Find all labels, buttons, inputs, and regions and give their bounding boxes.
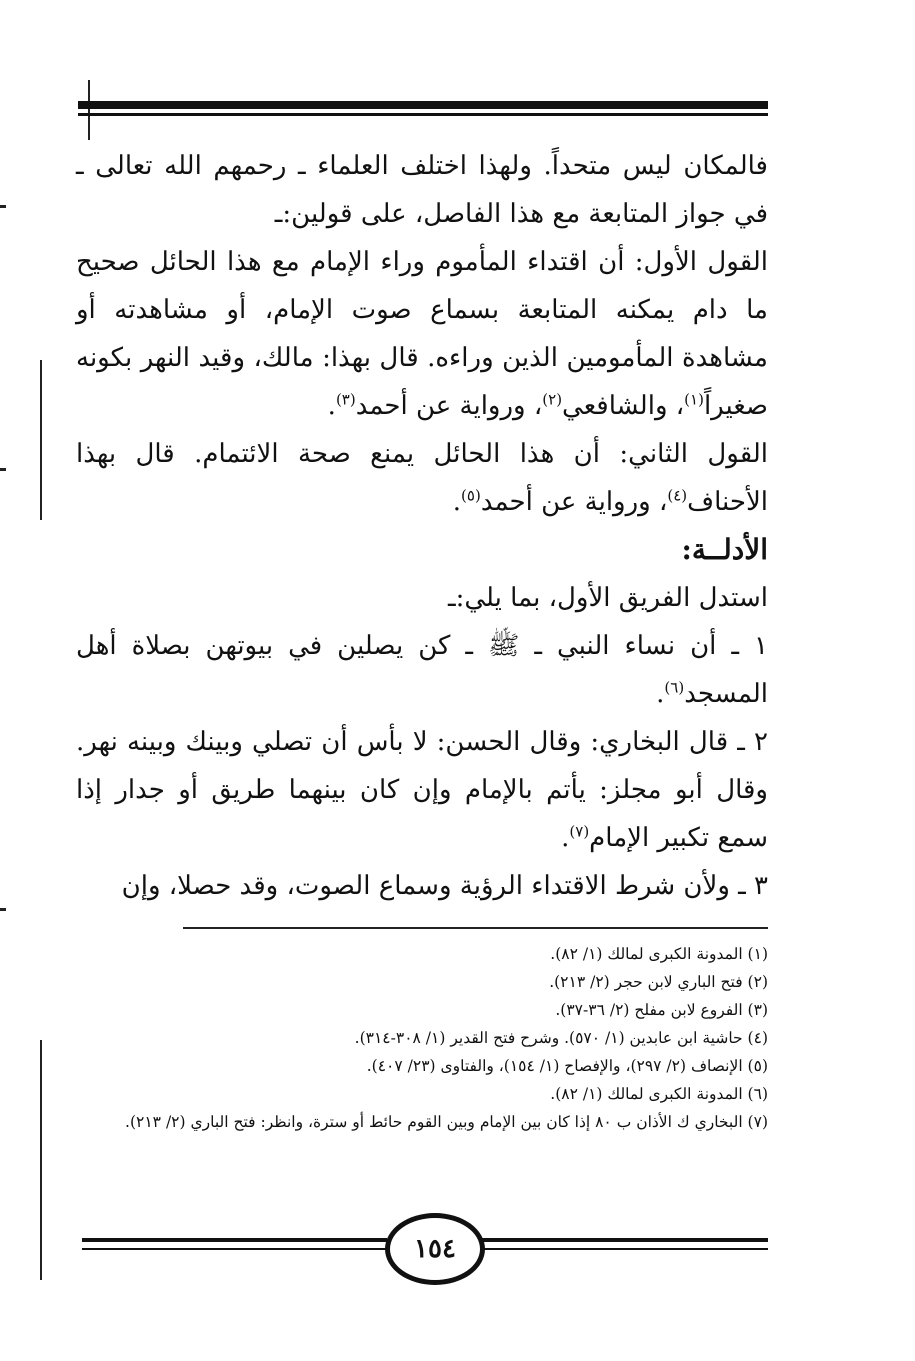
footnote-ref-1[interactable]: (١) (684, 390, 704, 409)
page-number: ١٥٤ (414, 1234, 456, 1264)
header-rule-thin (78, 113, 768, 116)
text-span: . (452, 487, 462, 517)
footer-rule-right (473, 1238, 768, 1242)
paragraph-second-opinion (76, 430, 768, 526)
text-span: . (656, 679, 665, 709)
paragraph-evidence-1 (76, 622, 768, 718)
scan-artifact-mark (0, 205, 6, 208)
footnote-separator (183, 927, 768, 929)
text-span: . (561, 823, 570, 853)
scan-artifact-line (88, 80, 90, 140)
text-span: . (327, 391, 336, 421)
scan-artifact-mark (0, 468, 6, 471)
footnote-ref-6[interactable]: (٦) (664, 678, 685, 697)
footnote-7: (٧) البخاري ك الأذان ب ٨٠ إذا كان بين الإمام وبين القوم حائط أو سترة، وانظر: فتح الباري (٢/ ٢١٣). (125, 1113, 768, 1131)
footnote-ref-4[interactable]: (٤) (667, 486, 688, 505)
footer-rule-left-thin (82, 1248, 387, 1250)
footnotes (76, 940, 768, 1136)
text-span: ١ ـ أن نساء النبي ـ ﷺ ـ كن يصلين في بيوتهن بصلاة أهل المسجد (76, 631, 768, 709)
paragraph-evidence-3: ٣ ـ ولأن شرط الاقتداء الرؤية وسماع الصوت، وقد حصلا، وإن (121, 871, 768, 901)
text-span: ٢ ـ قال البخاري: وقال الحسن: لا بأس أن تصلي وبينك وبينه نهر. وقال أبو مجلز: يأتم بالإمام وإن كان بينهما طريق أو جدار إذا سمع تكبير الإمام (76, 727, 768, 853)
footnote-ref-2[interactable]: (٢) (542, 390, 563, 409)
scan-artifact-line (40, 1040, 42, 1280)
text-span: ، والشافعي (562, 391, 685, 421)
main-text (76, 142, 768, 910)
footnote-ref-5[interactable]: (٥) (461, 486, 481, 505)
text-span: القول الثاني: أن هذا الحائل يمنع صحة الائتمام. قال بهذا الأحناف (76, 439, 768, 517)
footnote-ref-3[interactable]: (٣) (335, 390, 356, 409)
page-number-badge (385, 1213, 485, 1285)
scan-artifact-line (40, 360, 42, 520)
footnote-6: (٦) المدونة الكبرى لمالك (١/ ٨٢). (550, 1085, 768, 1103)
text-span: ، ورواية عن أحمد (355, 391, 543, 421)
scan-artifact-mark (0, 908, 6, 911)
footer-rule-left (82, 1238, 387, 1242)
paragraph-first-opinion (76, 238, 768, 430)
paragraph-intro: فالمكان ليس متحداً. ولهذا اختلف العلماء ـ رحمهم الله تعالى ـ في جواز المتابعة مع هذا الفاصل، على قولين:ـ (76, 151, 768, 229)
section-heading: الأدلــة: (681, 533, 768, 566)
footnote-2: (٢) فتح الباري لابن حجر (٢/ ٢١٣). (549, 973, 768, 991)
text-span: ، ورواية عن أحمد (480, 487, 668, 517)
header-rule (78, 101, 768, 109)
footnote-5: (٥) الإنصاف (٢/ ٢٩٧)، والإفصاح (١/ ١٥٤)، والفتاوى (٢٣/ ٤٠٧). (366, 1057, 768, 1075)
footnote-3: (٣) الفروع لابن مفلح (٢/ ٣٦-٣٧). (555, 1001, 768, 1019)
footer-rule-right-thin (473, 1248, 768, 1250)
footnote-4: (٤) حاشية ابن عابدين (١/ ٥٧٠). وشرح فتح القدير (١/ ٣٠٨-٣١٤). (354, 1029, 768, 1047)
text-span: القول الأول: أن اقتداء المأموم وراء الإمام مع هذا الحائل صحيح ما دام يمكنه المتابعة بسماع صوت الإمام، أو مشاهدته أو مشاهدة المأمومين الذين وراءه. قال بهذا: مالك، وقيد النهر بكونه صغيراً (76, 247, 768, 421)
paragraph-evidence-intro: استدل الفريق الأول، بما يلي:ـ (448, 583, 768, 613)
paragraph-evidence-2 (76, 718, 768, 862)
footnote-1: (١) المدونة الكبرى لمالك (١/ ٨٢). (550, 945, 768, 963)
footnote-ref-7[interactable]: (٧) (569, 822, 590, 841)
